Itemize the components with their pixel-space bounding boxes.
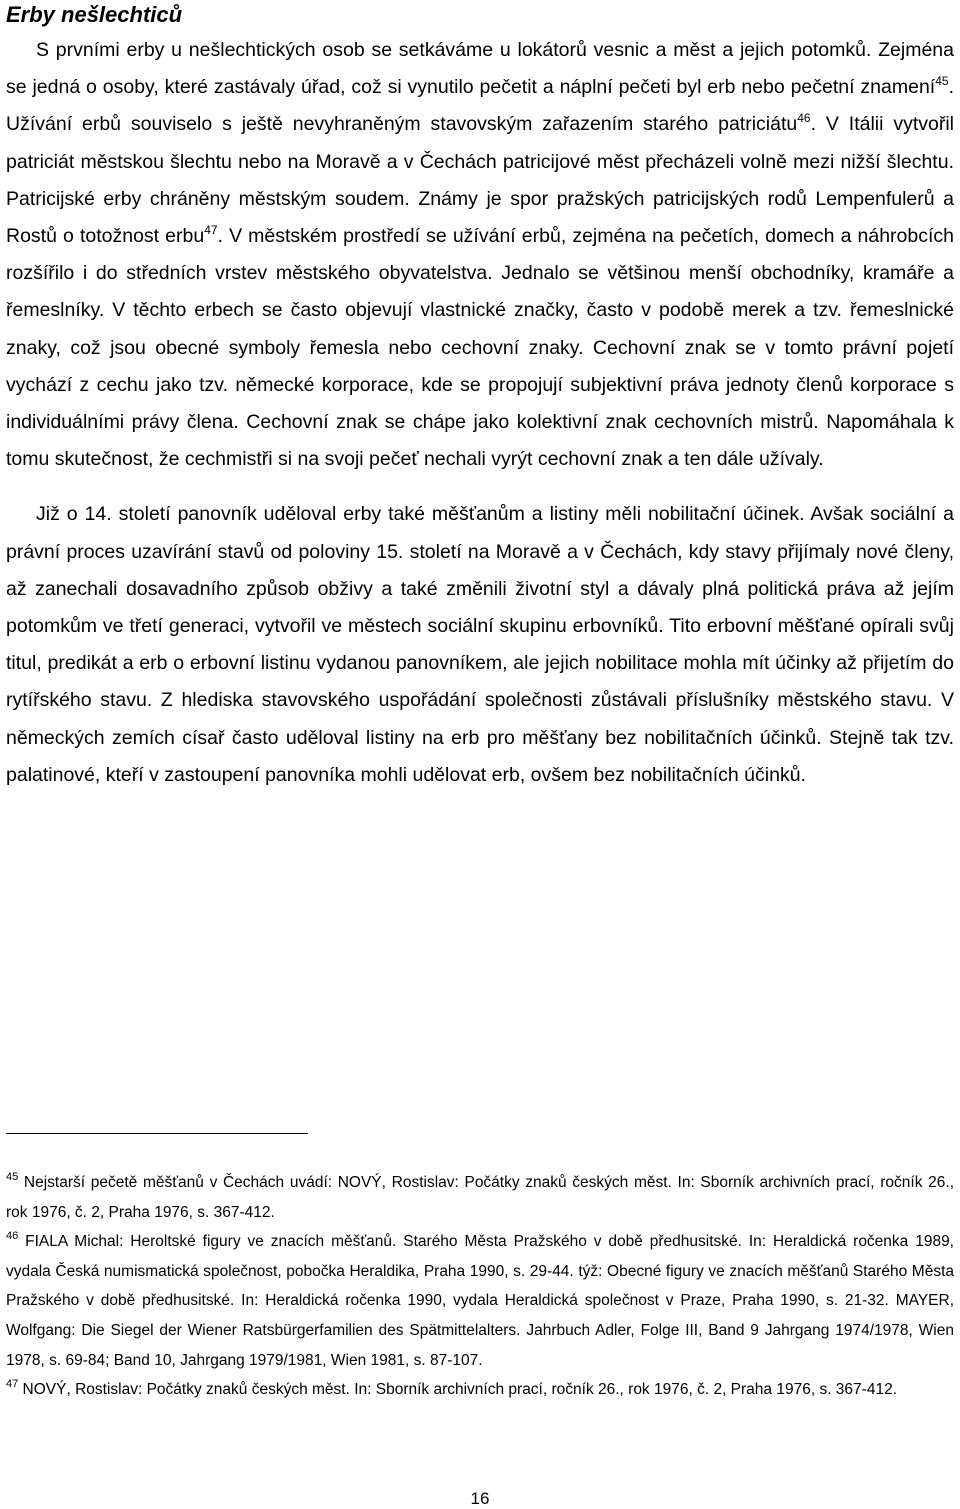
paragraph-1-text-d: . V městském prostředí se užívání erbů, zejména na pečetích, domech a náhrobcích rozšířilo i do středních vrstev městského obyvatelstva. Jednalo se většinou menší obchodníky, kramáře a řemeslníky. V těchto erbech se často objevují vlastnické značky, často v podobě merek a tzv. řemeslnické znaky, což jsou obecné symboly řemesla nebo cechovní znaky. Cechovní znak se v tomto právní pojetí vychází z cechu jako tzv. německé korporace, kde se propojují subjektivní práva jednoty členů korporace s individuálními právy člena. Cechovní znak se chápe jako kolektivní znak cechovních mistrů. Napomáhala k tomu skutečnost, že cechmistři si na svoji pečeť nechali vyrýt cechovní znak a ten dále užívaly. xyxy=(6,225,955,471)
footnote-45 xyxy=(6,1168,954,1227)
paragraph-1 xyxy=(6,32,954,478)
footnote-number: 46 xyxy=(6,1230,19,1243)
paragraph-1-text-b: . Užívání erbů souviselo s ještě nevyhraněným stavovským zařazením starého patriciátu xyxy=(6,76,954,136)
footnote-46 xyxy=(6,1227,954,1375)
footnote-separator xyxy=(6,1133,308,1134)
footnote-number: 47 xyxy=(6,1378,19,1391)
footnote-ref-45[interactable]: 45 xyxy=(935,74,949,89)
page-number: 16 xyxy=(470,1489,490,1508)
footnote-text: Nejstarší pečetě měšťanů v Čechách uvádí: NOVÝ, Rostislav: Počátky znaků českých měst. In: Sborník archivních prací, ročník 26., rok 1976, č. 2, Praha 1976, s. 367-412. xyxy=(6,1174,954,1221)
footnote-number: 45 xyxy=(6,1171,19,1183)
footnote-47 xyxy=(6,1375,954,1405)
footnote-text: NOVÝ, Rostislav: Počátky znaků českých měst. In: Sborník archivních prací, ročník 26., rok 1976, č. 2, Praha 1976, s. 367-412. xyxy=(18,1381,897,1399)
paragraph-1-text-c: . V Itálii vytvořil patriciát městskou šlechtu nebo na Moravě a v Čechách patricijové měst přecházeli volně mezi nižší šlechtu. Patricijské erby chráněny městským soudem. Známy je spor pražských patricijských rodů Lempenfulerů a Rostů o totožnost erbu xyxy=(6,113,954,248)
paragraph-2: Již o 14. století panovník uděloval erby také měšťanům a listiny měli nobilitační účinek. Avšak sociální a právní proces uzavírání stavů od poloviny 15. století na Moravě a v Čechách, kdy stavy přijímaly nové členy, až zanechali dosavadního způsob obživy a také změnili životní styl a dávaly plná politická práva až jejím potomkům ve třetí generaci, vytvořil ve městech sociální skupinu erbovníků. Tito erbovní měšťané opírali svůj titul, predikát a erb o erbovní listinu vydanou panovníkem, ale jejich nobilitace mohla mít účinky až přijetím do rytířského stavu. Z hlediska stavovského uspořádání společnosti zůstávali příslušníky městského stavu. V německých zemích císař často uděloval listiny na erb pro měšťany bez nobilitačních účinků. Stejně tak tzv. palatinové, kteří v zastoupení panovníka mohli udělovat erb, ovšem bez nobilitačních účinků. xyxy=(6,503,954,786)
footnote-ref-47[interactable]: 47 xyxy=(204,223,218,238)
body-text xyxy=(6,32,954,794)
footnote-ref-46[interactable]: 46 xyxy=(797,111,811,126)
document-page xyxy=(6,0,955,1508)
section-heading: Erby nešlechticů xyxy=(6,2,183,27)
footnote-text: FIALA Michal: Heroltské figury ve znacích měšťanů. Starého Města Pražského v době předhusitské. In: Heraldická ročenka 1989, vydala Česká numismatická společnost, pobočka Heraldika, Praha 1990, s. 29-44. týž: Obecné figury ve znacích měšťanů Starého Města Pražského v době předhusitské. In: Heraldická ročenka 1990, vydala Heraldická společnost v Praze, Praha 1990, s. 21-32. MAYER, Wolfgang: Die Siegel der Wiener Ratsbürgerfamilien des Spätmittelalters. Jahrbuch Adler, Folge III, Band 9 Jahrgang 1974/1978, Wien 1978, s. 69-84; Band 10, Jahrgang 1979/1981, Wien 1981, s. 87-107. xyxy=(6,1233,954,1369)
paragraph-1-text-a: S prvními erby u nešlechtických osob se setkáváme u lokátorů vesnic a měst a jejich potomků. Zejména se jedná o osoby, které zastávaly úřad, což si vynutilo pečetit a náplní pečeti byl erb nebo pečetní znamení xyxy=(6,39,954,99)
footnotes xyxy=(6,1168,954,1405)
